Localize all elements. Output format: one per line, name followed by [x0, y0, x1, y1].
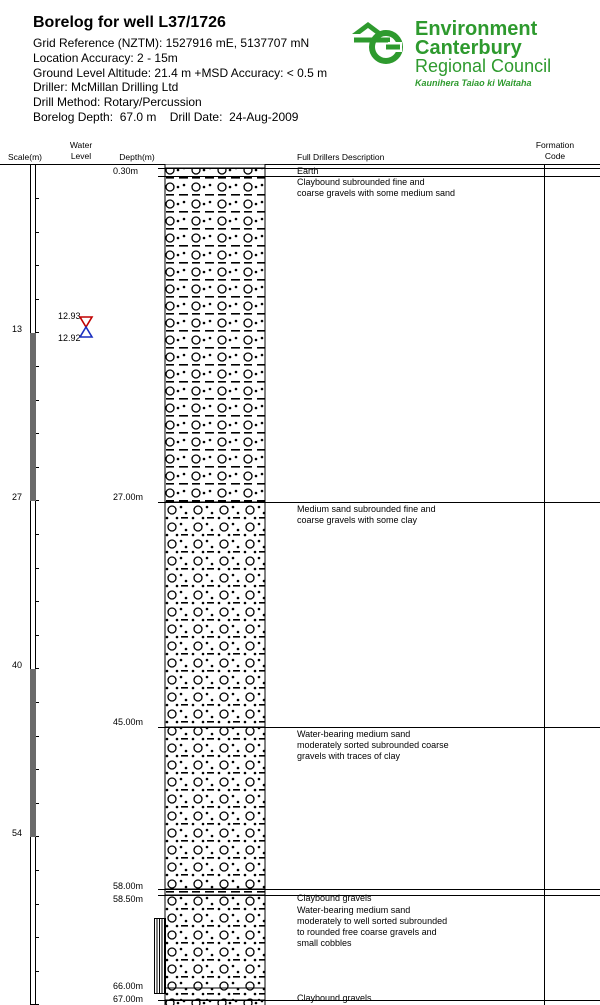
layer-divider: [158, 727, 600, 728]
water-level-marker-icon: [78, 316, 94, 338]
scale-label: 13: [11, 324, 22, 334]
logo-tagline: Kaunihera Taiao ki Waitaha: [415, 78, 532, 88]
scale-tick: [36, 500, 39, 501]
description-line: Claybound subrounded fine and: [297, 177, 425, 187]
depth-label: 58.50m: [113, 894, 144, 904]
scale-tick: [36, 366, 39, 367]
scale-tick: [36, 836, 39, 837]
scale-tick: [36, 870, 39, 871]
water-level-header-line1: Water: [69, 140, 93, 150]
scale-tick: [36, 198, 39, 199]
logo-line-environment: Environment: [415, 18, 538, 40]
description-line: Water-bearing medium sand: [297, 729, 411, 739]
description-line: gravels with traces of clay: [297, 751, 401, 761]
grid-reference: Grid Reference (NZTM): 1527916 mE, 5137707 mN: [33, 36, 310, 50]
scale-tick: [36, 971, 39, 972]
layer-description: [297, 905, 447, 949]
depth-label: 0.30m: [113, 166, 139, 176]
description-line: Earth: [297, 166, 319, 176]
scale-tick: [36, 668, 39, 669]
depth-label: 67.00m: [113, 994, 144, 1004]
ground-level-altitude: Ground Level Altitude: 21.4 m +MSD Accuracy: < 0.5 m: [33, 66, 328, 80]
scale-tick: [36, 736, 39, 737]
scale-tick: [36, 265, 39, 266]
description-line: Claybound gravels: [297, 893, 372, 903]
scale-tick: [36, 635, 39, 636]
scale-tick: [36, 568, 39, 569]
layer-divider: [158, 889, 600, 890]
description-line: to rounded free coarse gravels and: [297, 927, 437, 937]
scale-tick: [36, 803, 39, 804]
scale-tick: [36, 433, 39, 434]
depth-label: 66.00m: [113, 981, 144, 991]
layer-divider: [158, 1000, 600, 1001]
scale-tick: [36, 467, 39, 468]
water-level-column-header: [60, 140, 102, 162]
scale-bar-dark-segment: [30, 333, 36, 501]
driller: Driller: McMillan Drilling Ltd: [33, 80, 179, 94]
screen-interval-icon: [154, 918, 166, 994]
description-line: Medium sand subrounded fine and: [297, 504, 436, 514]
description-line: Claybound gravels: [297, 993, 372, 1003]
scale-tick: [36, 299, 39, 300]
depth-label: 58.00m: [113, 881, 144, 891]
formation-header-line1: Formation: [535, 140, 575, 150]
borelog-depth-and-date: Borelog Depth: 67.0 m Drill Date: 24-Aug-2009: [33, 110, 299, 124]
description-column-header: Full Drillers Description: [297, 152, 385, 162]
depth-label: 27.00m: [113, 492, 144, 502]
scale-tick: [36, 702, 39, 703]
scale-bar: [30, 164, 36, 1005]
description-line: small cobbles: [297, 938, 352, 948]
layer-divider: [158, 168, 600, 169]
scale-tick: [36, 601, 39, 602]
scale-tick: [36, 400, 39, 401]
layer-description: [297, 504, 436, 526]
water-level-header-line2: Level: [70, 151, 92, 161]
layer-description: [297, 993, 372, 1004]
scale-tick: [36, 769, 39, 770]
lithology-column: [164, 164, 266, 1005]
environment-canterbury-logo: [350, 20, 600, 90]
drill-method: Drill Method: Rotary/Percussion: [33, 95, 202, 109]
description-line: coarse gravels with some clay: [297, 515, 418, 525]
location-accuracy: Location Accuracy: 2 - 15m: [33, 51, 178, 65]
description-line: moderately to well sorted subrounded: [297, 916, 448, 926]
scale-label: 54: [11, 828, 22, 838]
logo-line-canterbury: Canterbury: [415, 37, 522, 59]
scale-tick: [36, 232, 39, 233]
scale-tick: [36, 937, 39, 938]
scale-tick: [36, 332, 39, 333]
scale-label: 40: [11, 660, 22, 670]
scale-column-header: Scale(m): [8, 152, 43, 162]
scale-tick: [36, 534, 39, 535]
description-line: moderately sorted subrounded coarse: [297, 740, 449, 750]
layer-divider: [158, 502, 600, 503]
layer-description: [297, 729, 449, 762]
borelog-title: Borelog for well L37/1726: [33, 14, 226, 31]
scale-tick: [36, 904, 39, 905]
formation-header-line2: Code: [544, 151, 566, 161]
layer-description: [297, 177, 455, 199]
scale-bar-dark-segment: [30, 669, 36, 837]
layer-divider: [158, 895, 600, 896]
depth-column-header: Depth(m): [119, 152, 155, 162]
description-line: coarse gravels with some medium sand: [297, 188, 456, 198]
description-line: Water-bearing medium sand: [297, 905, 411, 915]
scale-label: 27: [11, 492, 22, 502]
formation-code-column-header: [530, 140, 580, 162]
depth-label: 45.00m: [113, 717, 144, 727]
formation-column-divider: [544, 164, 545, 1005]
water-level-value: 12.92: [58, 333, 81, 343]
header-divider: [0, 164, 600, 165]
water-level-value: 12.93: [58, 311, 81, 321]
logo-line-regional-council: Regional Council: [415, 56, 552, 76]
logo-mark-icon: [350, 20, 412, 64]
